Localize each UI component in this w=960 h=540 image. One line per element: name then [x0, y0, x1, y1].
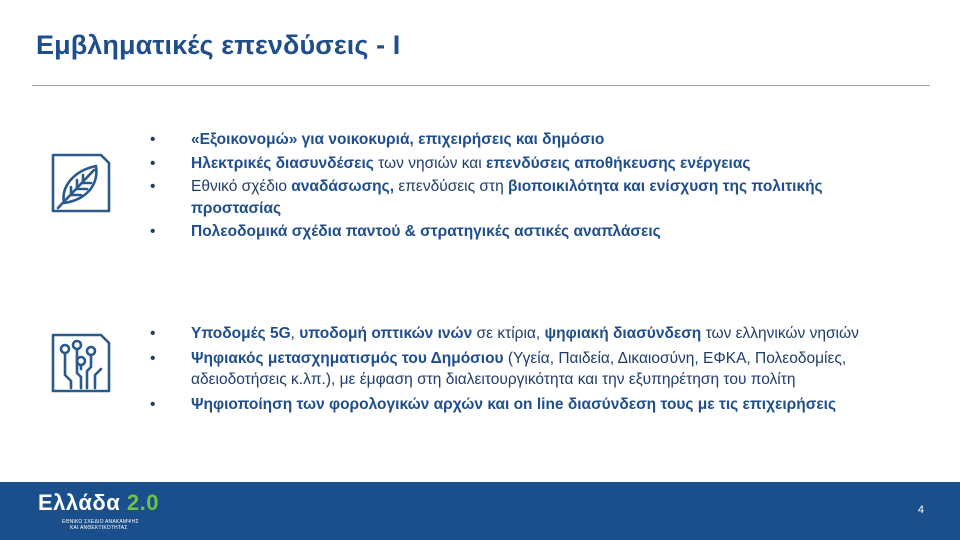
bullet-text-run: Υποδομές 5G [191, 325, 291, 342]
bullet-text-run: σε κτίρια, [472, 325, 545, 342]
bullet-text-run: Εθνικό σχέδιο [191, 178, 292, 195]
logo-wordmark [38, 490, 159, 516]
bullet-text-run: ψηφιακή διασύνδεση [544, 325, 702, 342]
bullet-text-run: αναδάσωσης, [291, 178, 395, 195]
logo-number: 2.0 [126, 490, 159, 515]
bullet-item [150, 394, 890, 416]
bullet-item [150, 348, 890, 391]
bullet-text-run: υποδομή οπτικών ινών [299, 325, 473, 342]
greece-2-0-logo [38, 490, 198, 536]
logo-text: Ελλάδα [38, 490, 121, 515]
bullet-text-run: των ελληνικών νησιών [701, 325, 859, 342]
bullet-text-run: βιοποικιλότητα και ενίσχυση της πολιτικής προστασίας [191, 178, 823, 217]
bullet-item [150, 129, 890, 151]
title-divider [32, 85, 930, 86]
logo-subtitle-2: ΚΑΙ ΑΝΘΕΚΤΙΚΟΤΗΤΑΣ [70, 525, 128, 531]
page-number: 4 [917, 504, 924, 516]
bullet-text-run: επενδύσεις στη [394, 178, 509, 195]
investment-list-digital [150, 323, 890, 418]
leaf-icon [51, 153, 111, 213]
circuit-icon [51, 333, 111, 393]
bullet-text-run: Ψηφιακός μετασχηματισμός του Δημόσιου [191, 349, 504, 367]
investment-list-energy [150, 129, 890, 245]
bullet-text-run: επενδύσεις αποθήκευσης ενέργειας [486, 154, 751, 172]
logo-subtitle-1: ΕΘΝΙΚΟ ΣΧΕΔΙΟ ΑΝΑΚΑΜΨΗΣ [62, 519, 139, 525]
bullet-item [150, 153, 890, 175]
bullet-text-run: «Εξοικονομώ» για νοικοκυριά, επιχειρήσεις και δημόσιο [191, 131, 605, 148]
footer-bar [0, 482, 960, 540]
slide-title: Εμβληματικές επενδύσεις - Ι [36, 30, 401, 60]
bullet-text-run: Πολεοδομικά σχέδια παντού & στρατηγικές αστικές αναπλάσεις [191, 223, 661, 240]
bullet-item [150, 221, 890, 243]
bullet-text-run: , [290, 325, 300, 342]
bullet-text-run: (Υγεία, Παιδεία, Δικαιοσύνη, ΕΦΚΑ, Πολεοδομίες, αδειοδοτήσεις κ.λπ.), με έμφαση στη διαλειτουργικότητα και την εξυπηρέτηση του πολίτη [191, 349, 847, 388]
bullet-item [150, 176, 890, 219]
bullet-text-run: Ηλεκτρικές διασυνδέσεις [191, 154, 374, 172]
bullet-text-run: Ψηφιοποίηση των φορολογικών αρχών και on line διασύνδεση τους με τις επιχειρήσεις [191, 395, 837, 413]
bullet-item [150, 323, 890, 345]
bullet-text-run: των νησιών και [373, 154, 487, 172]
